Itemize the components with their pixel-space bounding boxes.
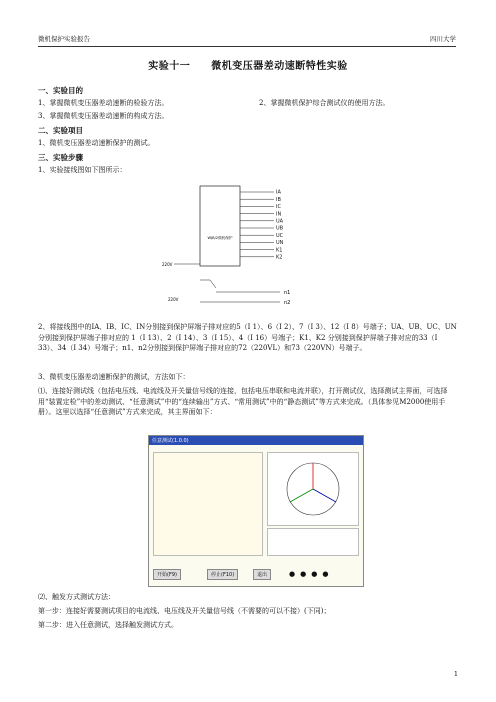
- paragraph-3: 3、微机变压器差动速断保护的测试，方法如下：: [38, 373, 190, 381]
- pin-label-in: IN: [276, 211, 282, 218]
- pin-label-ub: UB: [276, 225, 284, 232]
- pin-label-ic: IC: [276, 204, 281, 211]
- paragraph-2: 2、将接线图中的IA、IB、IC、IN分别接到保护屏端子排对应的5（I 1）、6（I 2）、7（I 3）、12（I 8）号端子；UA、UB、UC、UN 分别接到保护屏端子排对应的 1（I 13）、2（I 14）、3（I 15）、4（I 16）号端子；K1、K2 分别接到保护屏端子排对应的33（I 33）、34（I 34）号端子；n1、n2分别接到保护屏端子排对应的72（220VL）和73（220VN）号端子。: [38, 323, 457, 352]
- project-item-1: 1、微机变压器差动速断保护的测试。: [38, 139, 155, 147]
- page-number: 1: [453, 670, 458, 678]
- header-right: 四川大学: [430, 35, 456, 43]
- paragraph-6: 第一步：连接好需要测试项目的电流线、电压线及开关量信号线（不需要的可以不接）(下同)；: [38, 607, 331, 615]
- purpose-item-1: 1、掌握微机变压器差动速断的检验方法。: [38, 99, 169, 107]
- start-button[interactable]: 开始(F9): [153, 569, 181, 580]
- page-header: [38, 34, 456, 47]
- n2-label: n2: [284, 300, 291, 306]
- bottom-voltage-label: 220V: [168, 297, 179, 302]
- section-heading-steps: 三、实验步骤: [38, 153, 83, 162]
- paragraph-4: ⑴、连接好测试线（包括电压线、电流线及开关量信号线的连接，包括电压串联和电流并联），打开测试仪，选择测试主界面，可选择用“装置定检”中的差动测试、“任意测试”中的“连续输出”方式、“常用测试”中的“静态测试”等方式来完成。（具体参见M2000使用手册）。这里以选择“任意测试”方式来完成，其主界面如下：: [38, 387, 448, 416]
- section-heading-project: 二、实验项目: [38, 126, 83, 135]
- paragraph-7: 第二步：进入任意测试，选择触发测试方式。: [38, 621, 178, 629]
- pin-label-uc: UC: [276, 232, 284, 239]
- exit-button[interactable]: 退出: [253, 569, 271, 580]
- left-voltage-label: 220V: [162, 262, 173, 267]
- pin-label-k2: K2: [276, 254, 283, 261]
- indicator-lights: ●●●●: [289, 570, 334, 578]
- stop-button[interactable]: 停止(F10): [207, 569, 238, 580]
- test-ui-screenshot: [148, 435, 364, 587]
- status-panel: [267, 528, 359, 556]
- paragraph-5: ⑵、触发方式测试方法：: [38, 593, 115, 601]
- pin-label-un: UN: [276, 240, 284, 247]
- pin-label-ia: IA: [276, 189, 281, 196]
- purpose-item-2: 2、掌握微机保护综合测试仪的使用方法。: [259, 99, 390, 107]
- n1-label: n1: [284, 290, 291, 296]
- pin-label-ua: UA: [276, 218, 284, 225]
- steps-item-1: 1、实验接线图如下图所示：: [38, 166, 127, 174]
- header-left: 微机保护实验报告: [38, 35, 90, 43]
- vector-panel: [267, 452, 359, 526]
- pin-label-ib: IB: [276, 196, 281, 203]
- protection-box: [200, 186, 240, 266]
- pin-label-k1: K1: [276, 247, 283, 254]
- wiring-diagram: [162, 180, 310, 306]
- box-label: WJB/2微机保护: [207, 236, 233, 240]
- page-title: 实验十一 微机变压器差动速断特性实验: [148, 61, 348, 72]
- params-panel: [153, 452, 263, 556]
- purpose-item-3: 3、掌握微机变压器差动速断的构成方法。: [38, 112, 169, 120]
- section-heading-purpose: 一、实验目的: [38, 86, 83, 95]
- screenshot-title-bar: 任意测试(1.0.0): [149, 436, 363, 445]
